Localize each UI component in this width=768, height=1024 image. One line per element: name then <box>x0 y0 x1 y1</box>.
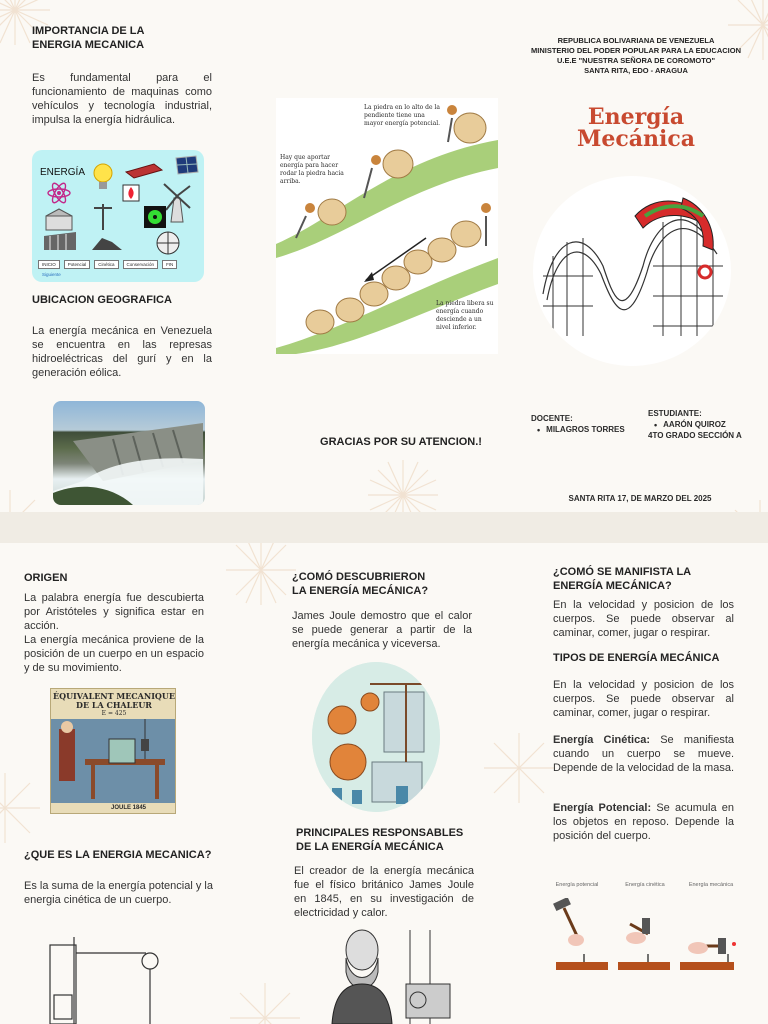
potential-definition <box>553 801 734 843</box>
joule-apparatus-drawing <box>46 935 166 1024</box>
nav-button-inicio[interactable]: INICIO <box>38 260 60 269</box>
brochure-inside <box>0 543 768 1024</box>
book-icon <box>124 162 164 180</box>
sunburst-decoration <box>230 983 300 1024</box>
potential-text: Se acumula en los objetos en reposo. Depende la posición del cuerpo. <box>553 802 734 842</box>
origin-text-2: La energía mecánica proviene de la posición de un cuerpo en un espacio y de su movimiento. <box>24 634 204 674</box>
sunburst-decoration <box>226 543 296 605</box>
magnet-icon <box>150 230 186 256</box>
docente-name-text: • MILAGROS TORRES <box>546 425 625 434</box>
location-heading: UBICACION GEOGRAFICA <box>32 294 172 306</box>
kinetic-text: Se manifiesta cuando un cuerpo se mueve. Depende de la velocidad de la masa. <box>553 734 735 774</box>
rock-slope-illustration <box>276 98 498 354</box>
institution-line-2: MINISTERIO DEL PODER POPULAR PARA LA EDUCACION <box>530 46 741 55</box>
institution-line-4: SANTA RITA, EDO - ARAGUA <box>584 66 688 75</box>
location-text: La energía mecánica en Venezuela se encuentra en las represas hidroeléctricas del gurí y en la generación eólica. <box>32 325 212 379</box>
energy-panel-title: ENERGÍA <box>40 167 86 178</box>
slope-label-left: Hay que aportar energía para hacer rodar la piedra hacia arriba. <box>280 154 344 185</box>
dam-photo <box>53 401 205 505</box>
joule-card-title-2: DE LA CHALEUR <box>76 700 152 710</box>
origin-heading: ORIGEN <box>24 572 68 584</box>
sunburst-decoration <box>368 460 438 512</box>
origin-text-1: La palabra energía fue descubierta por Aristóteles y significa estar en acción. <box>24 592 204 632</box>
thanks-text: GRACIAS POR SU ATENCION.! <box>320 436 482 448</box>
sunburst-decoration <box>484 733 554 803</box>
panel-next-link[interactable]: Siguiente <box>42 272 61 277</box>
brochure-title <box>536 106 736 150</box>
responsables-heading: PRINCIPALES RESPONSABLES DE LA ENERGÍA MECÁNICA <box>296 827 464 853</box>
estudiante-name <box>654 420 726 430</box>
kinetic-definition <box>553 733 734 775</box>
kinetic-label: Energía Cinética: <box>553 734 651 746</box>
joule-card-image <box>50 688 176 814</box>
manifest-heading: ¿COMÓ SE MANIFISTA LA ENERGÍA MECÁNICA? <box>553 566 691 592</box>
roller-coaster-image <box>533 176 731 366</box>
lightbulb-icon <box>92 162 114 194</box>
power-pole-icon <box>92 202 114 232</box>
hammer-diagram <box>548 878 738 978</box>
potential-label: Energía Potencial: <box>553 802 652 814</box>
hammer-label-potential: Energía potencial <box>555 882 599 888</box>
importance-heading: IMPORTANCIA DE LA ENERGIA MECANICA <box>32 25 145 51</box>
responsables-text: El creador de la energía mecánica fue el físico británico James Joule en 1845, en su investigación de electricidad y calor. <box>294 865 474 919</box>
nav-button-fin[interactable]: FIN <box>162 260 177 269</box>
gears-machine-image <box>312 662 440 812</box>
institution-header <box>520 36 752 76</box>
hammer-label-kinetic: Energía cinética <box>625 882 665 888</box>
title-line-2: Mecánica <box>576 126 695 152</box>
date-line: SANTA RITA 17, DE MARZO DEL 2025 <box>568 494 712 503</box>
docente-label: DOCENTE: <box>531 414 573 423</box>
discovery-text: James Joule demostro que el calor se puede generar a partir de la energía mecánica y viceversa. <box>292 610 472 650</box>
energy-types-panel <box>32 150 204 282</box>
radiation-icon <box>144 206 166 228</box>
docente-name <box>537 425 625 435</box>
sunburst-decoration <box>0 773 40 843</box>
joule-card-equation: E = 425 <box>101 710 127 717</box>
hammer-illustrations <box>548 898 738 978</box>
coal-icon <box>90 234 124 254</box>
tank-icon <box>44 208 74 232</box>
sunburst-decoration <box>0 490 45 512</box>
manifest-text: En la velocidad y posicion de los cuerpos. Se puede observar al caminar, comer, jugar o respirar. <box>553 599 734 639</box>
joule-card-caption: JOULE 1845 <box>111 805 147 811</box>
dam-icon <box>42 230 78 252</box>
institution-line-3: U.E.E "NUESTRA SEÑORA DE COROMOTO" <box>556 56 716 65</box>
estudiante-name-text: • AARÓN QUIROZ <box>663 420 726 429</box>
grade-section: 4TO GRADO SECCIÓN A <box>648 431 742 440</box>
atom-icon <box>46 180 72 206</box>
title-line-1: Energía <box>587 104 685 130</box>
joule-card-title-1: ÉQUIVALENT MECANIQUE <box>53 691 175 701</box>
joule-portrait-drawing <box>326 924 460 1024</box>
fire-icon <box>122 184 140 202</box>
what-is-heading: ¿QUE ES LA ENERGIA MECANICA? <box>24 849 212 861</box>
hammer-label-mechanical: Energía mecánica <box>688 882 734 888</box>
page-separator <box>0 512 768 543</box>
types-heading: TIPOS DE ENERGÍA MECÁNICA <box>553 652 720 664</box>
slope-label-bottom: La piedra libera su energía cuando desciende a un nivel inferior. <box>436 300 494 331</box>
solar-panel-icon <box>172 154 200 178</box>
institution-line-1: REPUBLICA BOLIVARIANA DE VENEZUELA <box>557 36 715 45</box>
nav-button-cinetica[interactable]: Cinética <box>94 260 118 269</box>
slope-label-top: La piedra en lo alto de la pendiente tiene una mayor energía potencial. <box>364 104 441 127</box>
nav-button-conservacion[interactable]: Conservación <box>123 260 159 269</box>
importance-text: Es fundamental para el funcionamiento de maquinas como vehículos y tecnología industrial, impulsa la energía hidráulica. <box>32 72 212 126</box>
estudiante-label: ESTUDIANTE: <box>648 409 702 418</box>
types-text: En la velocidad y posicion de los cuerpos. Se puede observar al caminar, comer, jugar o respirar. <box>553 679 734 719</box>
nav-button-potencial[interactable]: Potencial <box>64 260 91 269</box>
panel-nav <box>38 260 177 269</box>
what-is-text: Es la suma de la energía potencial y la energia cinética de un cuerpo. <box>24 880 213 906</box>
discovery-heading: ¿COMÓ DESCUBRIERON LA ENERGÍA MECÁNICA? <box>292 571 429 597</box>
